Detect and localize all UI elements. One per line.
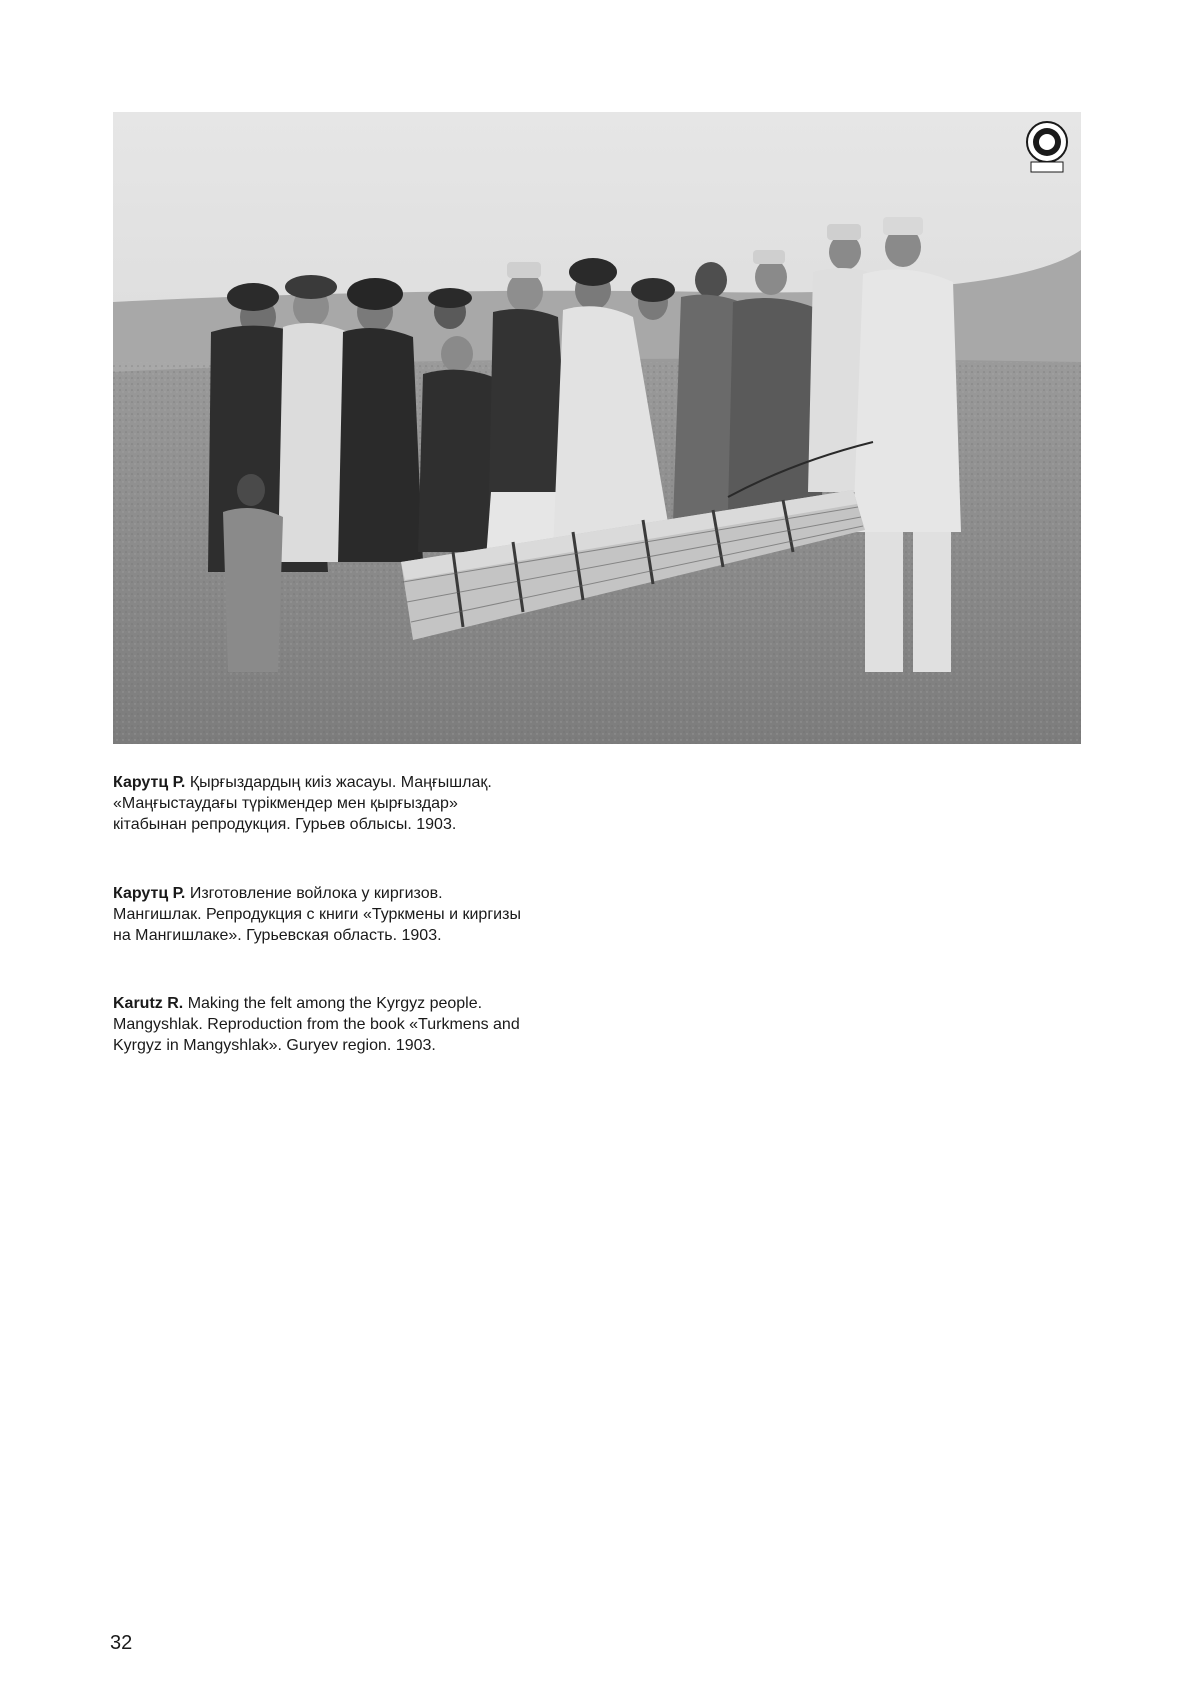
caption-text-line: Kyrgyz in Mangyshlak». Guryev region. 1903. (113, 1037, 436, 1054)
caption-text-line: Изготовление войлока у киргизов. (189, 885, 443, 902)
caption-author: Karutz R. (113, 995, 184, 1012)
caption-text-line: «Маңғыстаудағы түрікмендер мен қырғыздар» (113, 795, 458, 812)
caption-text-line: Mangyshlak. Reproduction from the book «Turkmens and (113, 1016, 520, 1033)
caption-text-line: Making the felt among the Kyrgyz people. (187, 995, 483, 1012)
museum-emblem (1027, 122, 1067, 172)
caption-text-line: Мангишлак. Репродукция с книги «Туркмены и киргизы (113, 906, 521, 923)
caption-author: Карутц Р. (113, 885, 186, 902)
caption-text-line: кітабынан репродукция. Гурьев облысы. 1903. (113, 816, 457, 833)
felt-making-photo (113, 112, 1081, 744)
caption-english (113, 993, 653, 1056)
caption-text-line: на Мангишлаке». Гурьевская область. 1903. (113, 927, 442, 944)
caption-kazakh (113, 772, 653, 835)
caption-russian (113, 883, 653, 946)
caption-text-line: Қырғыздардың киіз жасауы. Маңғышлақ. (189, 774, 492, 791)
archival-photograph (113, 112, 1081, 744)
page-number: 32 (110, 1632, 133, 1654)
caption-author: Карутц Р. (113, 774, 186, 791)
